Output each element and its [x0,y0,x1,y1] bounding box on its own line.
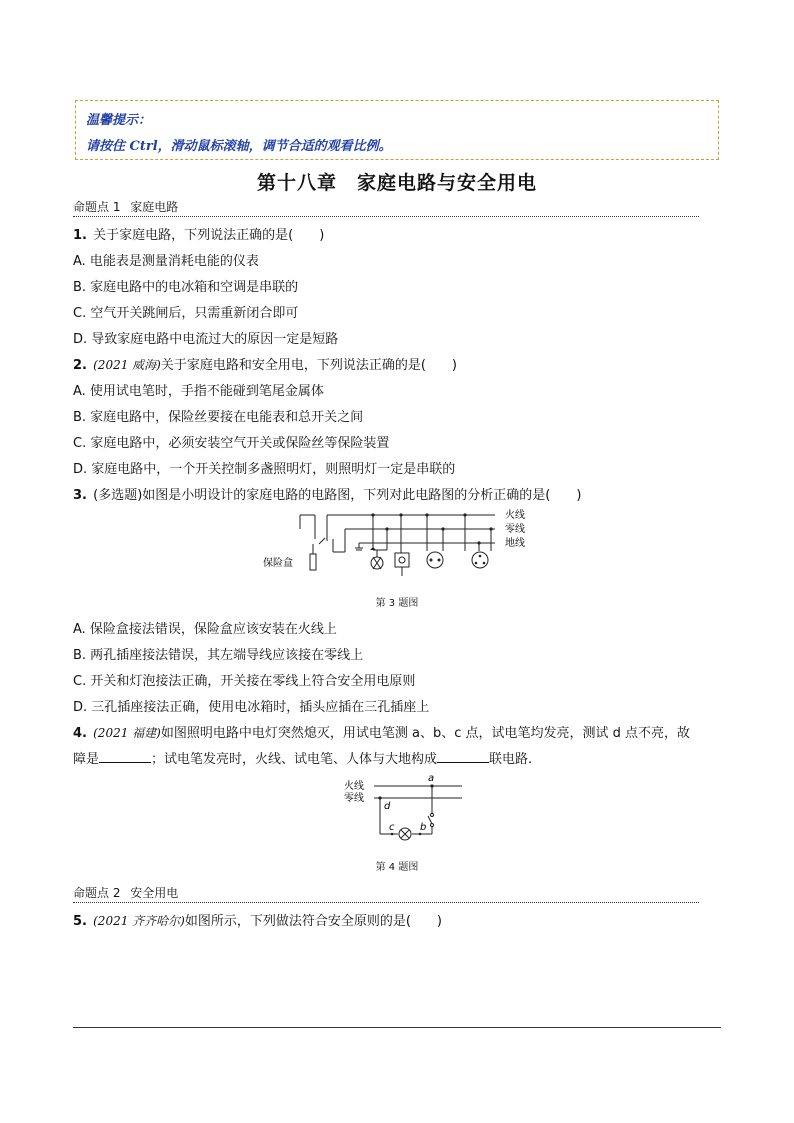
q4-live-label: 火线 [344,781,364,792]
q4-point-c: c [389,822,395,833]
question-number: 5. [73,914,87,929]
answer-blank-1[interactable] [99,750,151,763]
question-1 [73,224,324,243]
question-number: 1. [73,228,87,243]
section-name: 家庭电路 [130,200,179,214]
tip-title: 温馨提示： [86,113,152,128]
question-number: 4. [73,726,87,741]
q4-point-b: b [420,822,427,833]
q4-neutral-label: 零线 [344,793,364,804]
q3-figure-caption: 第 3 题图 [375,598,419,609]
question-stem: 关于家庭电路，下列说法正确的是( ) [93,228,325,243]
q3-option-a: A. 保险盒接法错误，保险盒应该安装在火线上 [73,622,337,637]
answer-blank-2[interactable] [437,750,489,763]
q3-option-b: B. 两孔插座接法错误，其左端导线应该接在零线上 [73,648,364,663]
q3-option-d: D. 三孔插座接法正确，使用电冰箱时，插头应插在三孔插座上 [73,700,430,715]
q2-option-c: C. 家庭电路中，必须安装空气开关或保险丝等保险装置 [73,436,390,451]
q2-option-d: D. 家庭电路中，一个开关控制多盏照明灯，则照明灯一定是串联的 [73,462,456,477]
question-stem-line1: 如图照明电路中电灯突然熄灭，用试电笔测 a、b、c 点，试电笔均发亮，测试 d 点不亮，故 [160,726,690,741]
question-number: 2. [73,358,87,373]
footer-divider [73,1027,721,1028]
section-label: 命题点 1 [73,200,121,214]
chapter-title: 第十八章 家庭电路与安全用电 [256,172,537,194]
section-label: 命题点 2 [73,886,121,900]
q3-ground-label: 地线 [505,538,525,549]
question-2 [73,354,457,373]
question-stem: 关于家庭电路和安全用电，下列说法正确的是( ) [160,358,457,373]
q3-fuse-box-label: 保险盒 [263,558,293,569]
q2-option-a: A. 使用试电笔时，手指不能碰到笔尾金属体 [73,384,324,399]
q1-option-a: A. 电能表是测量消耗电能的仪表 [73,254,259,269]
q4-circuit-figure [340,772,470,844]
q4-point-d: d [384,801,391,812]
section-name: 安全用电 [130,886,179,900]
q4-text-b: ；试电笔发亮时，火线、试电笔、人体与大地构成 [151,752,438,767]
q2-option-b: B. 家庭电路中，保险丝要接在电能表和总开关之间 [73,410,364,425]
question-5 [73,910,442,929]
question-4 [73,722,690,741]
question-4-line2 [73,748,532,767]
question-source: (2021 威海) [93,358,161,372]
q4-figure-caption: 第 4 题图 [375,862,419,873]
q4-point-a: a [428,773,435,784]
section-header-1 [73,198,699,217]
q4-text-a: 障是 [73,752,100,767]
section-header-2 [73,884,699,903]
question-3 [73,484,581,503]
question-source: (2021 福建) [93,726,161,740]
q3-option-c: C. 开关和灯泡接法正确，开关接在零线上符合安全用电原则 [73,674,416,689]
question-stem: 如图所示，下列做法符合安全原则的是( ) [184,914,442,929]
q3-live-label: 火线 [505,510,525,521]
question-number: 3. [73,488,87,503]
q1-option-c: C. 空气开关跳闸后，只需重新闭合即可 [73,306,299,321]
q4-text-c: 联电路. [489,752,533,767]
q1-option-d: D. 导致家庭电路中电流过大的原因一定是短路 [73,332,339,347]
question-source: (2021 齐齐哈尔) [93,914,185,928]
q3-circuit-figure [255,506,545,584]
tip-body: 请按住 Ctrl，滑动鼠标滚轴，调节合适的观看比例。 [86,139,392,154]
question-stem: (多选题)如图是小明设计的家庭电路的电路图，下列对此电路图的分析正确的是( ) [93,488,582,503]
q1-option-b: B. 家庭电路中的电冰箱和空调是串联的 [73,280,299,295]
q3-neutral-label: 零线 [505,524,525,535]
tip-box [75,100,719,160]
